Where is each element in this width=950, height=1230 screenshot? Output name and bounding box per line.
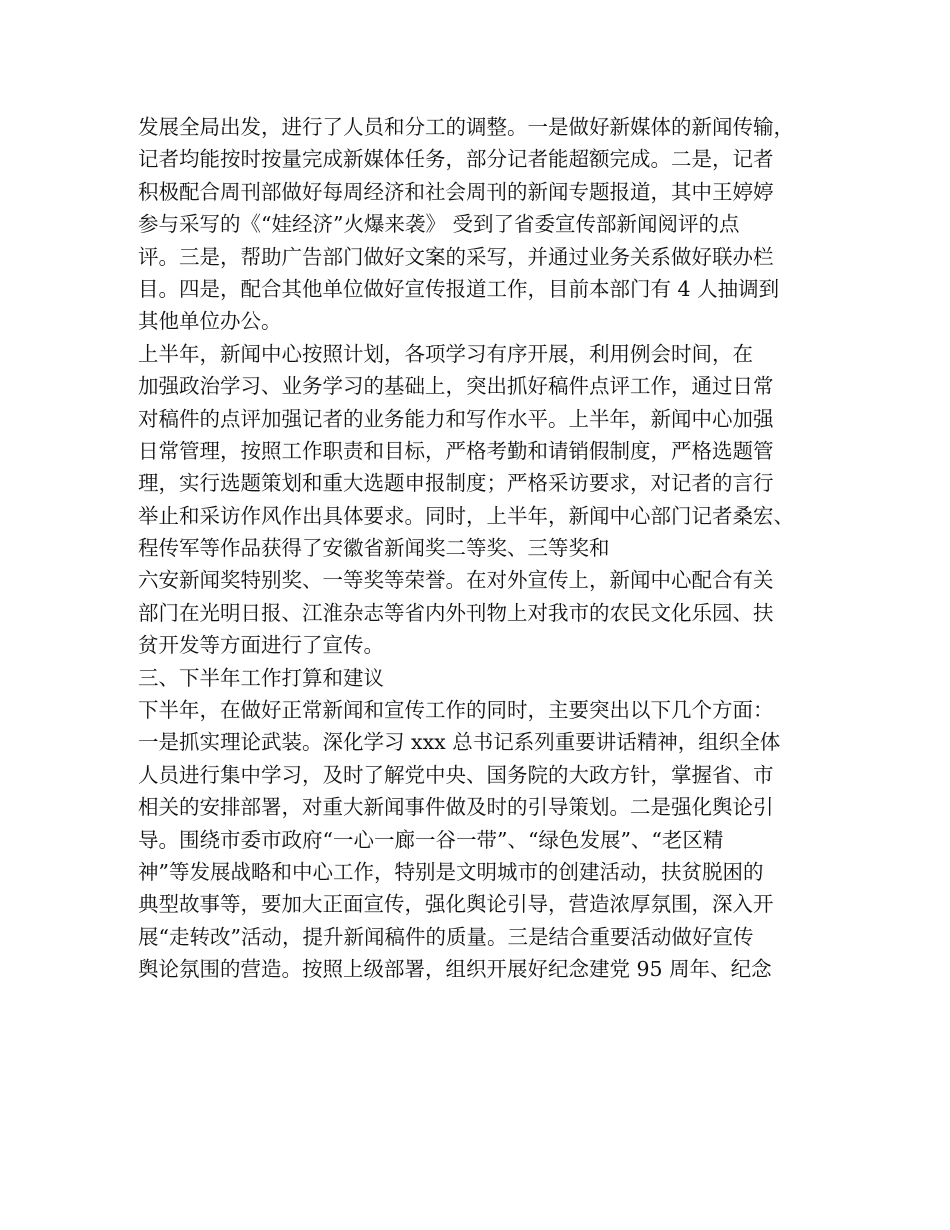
text-line: 上半年，新闻中心按照计划，各项学习有序开展，利用例会时间，在 bbox=[138, 341, 753, 366]
text-line: 程传军等作品获得了安徽省新闻奖二等奖、三等奖和 bbox=[138, 536, 610, 561]
text-line: 发展全局出发，进行了人员和分工的调整。一是做好新媒体的新闻传输， bbox=[138, 115, 794, 139]
text-line: 理，实行选题策划和重大选题申报制度；严格采访要求，对记者的言行 bbox=[138, 471, 774, 496]
section-heading: 三、下半年工作打算和建议 bbox=[138, 665, 384, 690]
text-line: 贫开发等方面进行了宣传。 bbox=[138, 633, 384, 658]
text-line: 人员进行集中学习，及时了解党中央、国务院的大政方针，掌握省、市 bbox=[138, 762, 774, 787]
text-line: 评。三是，帮助广告部门做好文案的采写，并通过业务关系做好联办栏 bbox=[138, 244, 774, 269]
text-line: 导。围绕市委市政府“一心一廊一谷一带”、“绿色发展”、“老区精 bbox=[138, 827, 724, 852]
text-line: 展“走转改”活动，提升新闻稿件的质量。三是结合重要活动做好宣传 bbox=[138, 924, 754, 949]
text-line: 舆论氛围的营造。按照上级部署，组织开展好纪念建党 95 周年、纪念 bbox=[138, 957, 772, 982]
text-line: 加强政治学习、业务学习的基础上，突出抓好稿件点评工作，通过日常 bbox=[138, 374, 774, 399]
text-line: 下半年，在做好正常新闻和宣传工作的同时，主要突出以下几个方面： bbox=[138, 698, 774, 723]
text-line: 参与采写的《“娃经济”火爆来袭》 受到了省委宣传部新闻阅评的点 bbox=[138, 212, 740, 237]
text-line: 记者均能按时按量完成新媒体任务，部分记者能超额完成。二是，记者 bbox=[138, 147, 774, 172]
text-line: 神”等发展战略和中心工作，特别是文明城市的创建活动，扶贫脱困的 bbox=[138, 859, 764, 884]
text-line: 举止和采访作风作出具体要求。同时，上半年，新闻中心部门记者桑宏、 bbox=[138, 503, 794, 528]
document-body bbox=[138, 111, 828, 986]
text-line: 对稿件的点评加强记者的业务能力和写作水平。上半年，新闻中心加强 bbox=[138, 406, 774, 431]
text-line: 部门在光明日报、江淮杂志等省内外刊物上对我市的农民文化乐园、扶 bbox=[138, 600, 774, 625]
text-line: 一是抓实理论武装。深化学习 xxx 总书记系列重要讲话精神，组织全体 bbox=[138, 730, 781, 755]
text-line: 典型故事等，要加大正面宣传，强化舆论引导，营造浓厚氛围，深入开 bbox=[138, 892, 774, 917]
text-line: 六安新闻奖特别奖、一等奖等荣誉。在对外宣传上，新闻中心配合有关 bbox=[138, 568, 774, 593]
text-line: 目。四是，配合其他单位做好宣传报道工作，目前本部门有 4 人抽调到 bbox=[138, 276, 780, 301]
text-line: 积极配合周刊部做好每周经济和社会周刊的新闻专题报道，其中王婷婷 bbox=[138, 179, 774, 204]
text-line: 其他单位办公。 bbox=[138, 309, 282, 334]
text-line: 日常管理，按照工作职责和目标，严格考勤和请销假制度，严格选题管 bbox=[138, 438, 774, 463]
text-line: 相关的安排部署，对重大新闻事件做及时的引导策划。二是强化舆论引 bbox=[138, 795, 774, 820]
